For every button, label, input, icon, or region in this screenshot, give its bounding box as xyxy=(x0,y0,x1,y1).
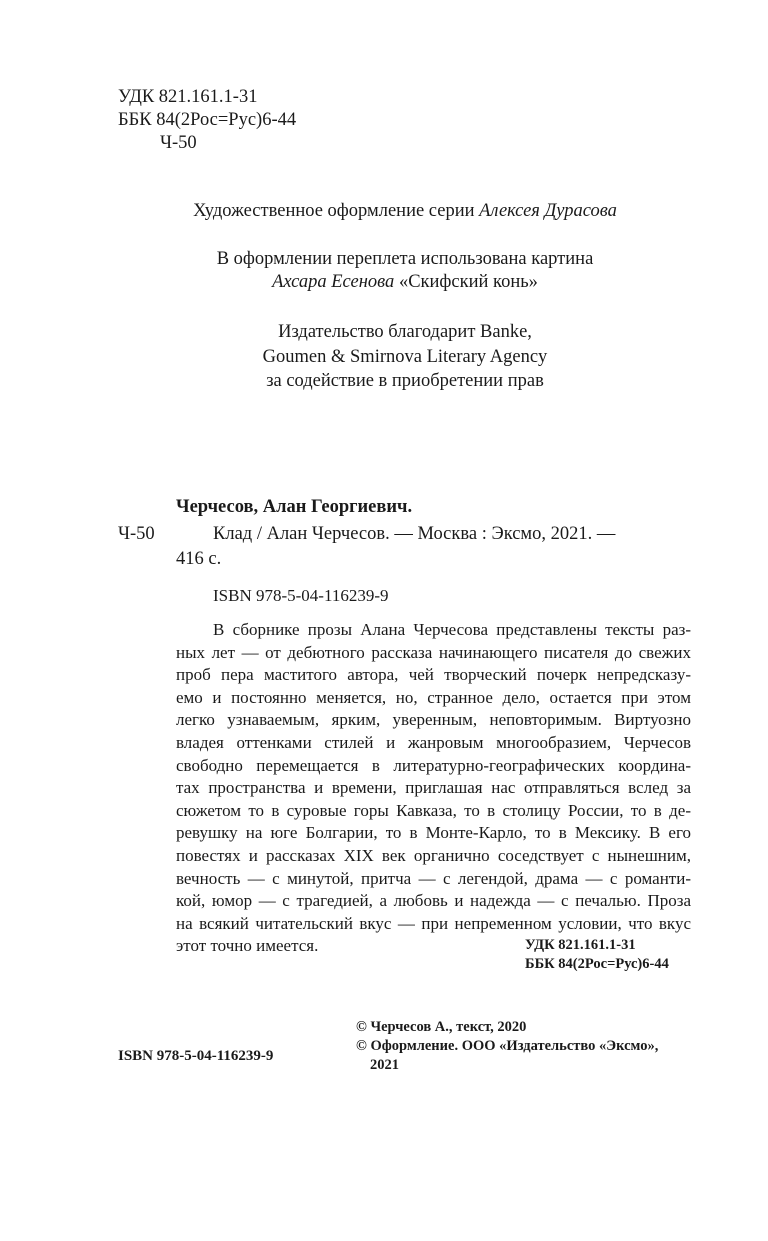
catalog-author-sign: Ч-50 xyxy=(118,524,155,544)
annotation-line: вечность — с минутой, притча — с легендой, драма — с романти- xyxy=(176,868,691,888)
cover-credit xyxy=(100,248,710,294)
annotation-line: ревушку на юге Болгарии, то в Монте-Карло, то в Мексику. В его xyxy=(176,823,691,843)
annotation-line: ных лет — от дебютного рассказа начинающего писателя до свежих xyxy=(176,642,691,662)
cover-painting: «Скифский конь» xyxy=(398,272,538,292)
annotation xyxy=(176,619,691,958)
thanks-line-1: Издательство благодарит Banke, xyxy=(278,322,532,342)
classification-top xyxy=(118,86,368,155)
annotation-line: владея оттенками стилей и жанровым многообразием, Черчесов xyxy=(176,732,691,752)
annotation-line: кой, юмор — с трагедией, а любовь и надежда — с печалью. Проза xyxy=(176,891,691,911)
cover-credit-line: В оформлении переплета использована картина xyxy=(216,249,594,269)
thanks-line-2: Goumen & Smirnova Literary Agency xyxy=(262,346,548,367)
annotation-line: свободно перемещается в литературно-географических координа- xyxy=(176,755,691,775)
copyright-text: © Черчесов А., текст, 2020 xyxy=(356,1019,527,1035)
udk-code-bottom: УДК 821.161.1-31 xyxy=(525,937,636,953)
series-design-prefix: Художественное оформление серии xyxy=(193,201,475,221)
annotation-line: сюжетом то в суровые горы Кавказа, то в столицу России, то в де- xyxy=(176,800,691,820)
rights-thanks xyxy=(100,320,710,394)
cover-artist: Ахсара Есенова xyxy=(272,272,395,292)
annotation-line: легко узнаваемым, ярким, уверенным, неповторимым. Виртуозно xyxy=(176,710,691,730)
footer-isbn: ISBN 978-5-04-116239-9 xyxy=(118,1048,274,1064)
udk-code: УДК 821.161.1-31 xyxy=(118,87,258,107)
author-sign: Ч-50 xyxy=(160,133,197,153)
copyright-block xyxy=(356,1018,701,1075)
catalog-title-line-2: 416 с. xyxy=(176,549,222,569)
thanks-line-3: за содействие в приобретении прав xyxy=(266,371,544,391)
bbk-code-bottom: ББК 84(2Рос=Рус)6-44 xyxy=(525,956,669,972)
annotation-line: повестях и рассказах XIX век органично соседствует с нынешним, xyxy=(176,845,691,865)
annotation-line: проб пера маститого автора, чей творческий почерк непредсказу- xyxy=(176,665,691,685)
annotation-line: на всякий читательский вкус — при непременном условии, что вкус xyxy=(176,913,691,933)
classification-bottom xyxy=(525,936,725,974)
annotation-line: емо и постоянно меняется, но, странное дело, остается при этом xyxy=(176,687,691,707)
bbk-code: ББК 84(2Рос=Рус)6-44 xyxy=(118,110,297,130)
catalog-isbn: ISBN 978-5-04-116239-9 xyxy=(213,586,389,605)
annotation-line: тах пространства и времени, приглашая нас отправляться вслед за xyxy=(176,778,691,798)
series-design-name: Алексея Дурасова xyxy=(479,201,617,221)
series-design-credit xyxy=(100,200,710,223)
copyright-design-year: 2021 xyxy=(370,1057,399,1073)
annotation-line: этот точно имеется. xyxy=(176,936,319,956)
copyright-design: © Оформление. ООО «Издательство «Эксмо», xyxy=(356,1038,659,1054)
catalog-title-line-1: Клад / Алан Черчесов. — Москва : Эксмо, 2021. — xyxy=(213,524,616,544)
annotation-line: В сборнике прозы Алана Черчесова представлены тексты раз- xyxy=(213,620,691,639)
catalog-author-heading: Черчесов, Алан Георгиевич. xyxy=(176,497,413,517)
